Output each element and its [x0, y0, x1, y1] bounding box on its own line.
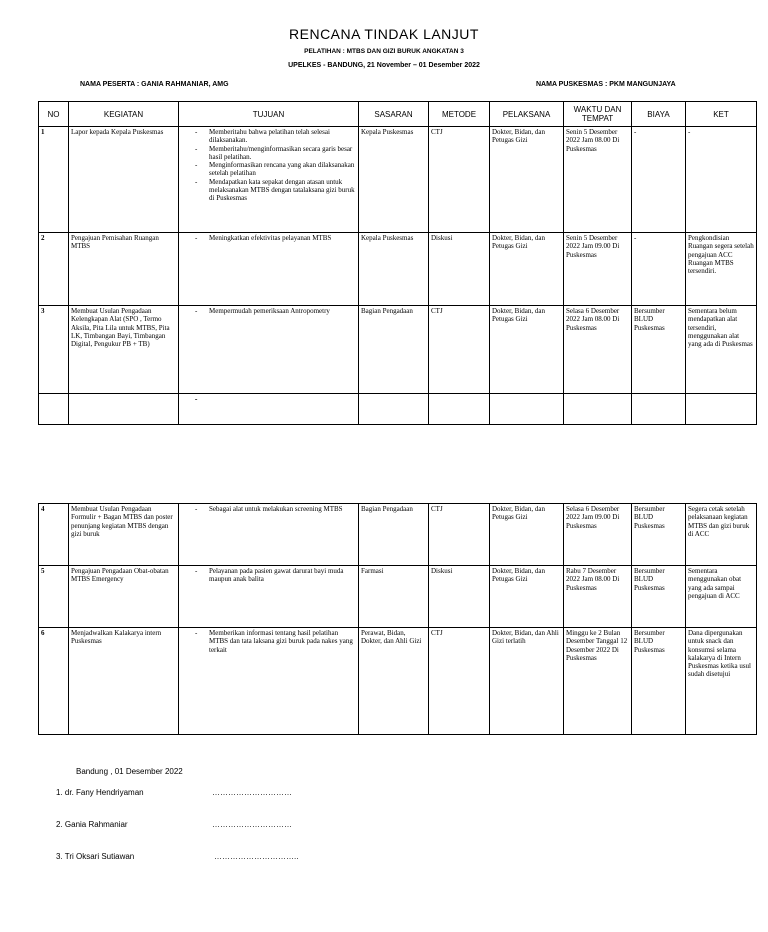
tujuan-item: - Pelayanan pada pasien gawat darurat bayi muda maupun anak balita: [181, 567, 356, 584]
row-tujuan: [179, 504, 359, 566]
signatory-name: 2. Gania Rahmaniar: [56, 820, 128, 829]
row-ket: Segera cetak setelah pelaksanaan kegiatan MTBS dan gizi buruk di ACC: [686, 504, 757, 566]
row-biaya: -: [632, 233, 686, 306]
col-header-waktu: WAKTU DAN TEMPAT: [564, 102, 632, 127]
row-biaya: Bersumber BLUD Puskesmas: [632, 566, 686, 628]
row-sasaran: Perawat, Bidan, Dokter, dan Ahli Gizi: [359, 628, 429, 735]
row-waktu: Rabu 7 Desember 2022 Jam 08.00 Di Puskesmas: [564, 566, 632, 628]
row-metode: CTJ: [429, 504, 490, 566]
row-waktu: [564, 394, 632, 425]
tujuan-item: - Menginformasikan rencana yang akan dilaksanakan setelah pelatihan: [181, 161, 356, 178]
row-pelaksana: Dokter, Bidan, dan Petugas Gizi: [490, 566, 564, 628]
row-no: 5: [39, 566, 69, 628]
row-no: 3: [39, 306, 69, 394]
row-waktu: Senin 5 Desember 2022 Jam 08.00 Di Puskesmas: [564, 127, 632, 233]
row-biaya: Bersumber BLUD Puskesmas: [632, 628, 686, 735]
row-sasaran: [359, 394, 429, 425]
row-sasaran: Kepala Puskesmas: [359, 233, 429, 306]
row-biaya: Bersumber BLUD Puskesmas: [632, 306, 686, 394]
row-tujuan: [179, 233, 359, 306]
row-kegiatan: [69, 394, 179, 425]
row-pelaksana: Dokter, Bidan, dan Petugas Gizi: [490, 127, 564, 233]
row-no: 1: [39, 127, 69, 233]
tujuan-item: - Memberitahu bahwa pelatihan telah selesai dilaksanakan.: [181, 128, 356, 145]
tujuan-item: - Sebagai alat untuk melakukan screening MTBS: [181, 505, 356, 513]
row-ket: [686, 394, 757, 425]
action-plan-table-part1: [38, 101, 757, 425]
row-ket: Pengkondisian Ruangan segera setelah pengajuan ACC Ruangan MTBS tersendiri.: [686, 233, 757, 306]
training-location-date: UPELKES - BANDUNG, 21 November – 01 Desember 2022: [288, 62, 480, 69]
row-no: 4: [39, 504, 69, 566]
table-row: [39, 233, 757, 306]
row-ket: Dana dipergunakan untuk snack dan konsumsi selama kalakarya di Intern Puskesmas ketika usul sudah disetujui: [686, 628, 757, 735]
row-no: [39, 394, 69, 425]
row-metode: CTJ: [429, 127, 490, 233]
signature-line: …………………………: [212, 820, 292, 829]
training-subtitle: PELATIHAN : MTBS DAN GIZI BURUK ANGKATAN 3: [304, 48, 464, 55]
row-ket: -: [686, 127, 757, 233]
row-metode: Diskusi: [429, 233, 490, 306]
row-metode: [429, 394, 490, 425]
signatory-name: 1. dr. Fany Hendriyaman: [56, 788, 144, 797]
col-header-pelaksana: PELAKSANA: [490, 102, 564, 127]
row-metode: CTJ: [429, 306, 490, 394]
document-title: RENCANA TINDAK LANJUT: [289, 26, 479, 42]
row-biaya: -: [632, 127, 686, 233]
table-row: [39, 628, 757, 735]
tujuan-item: - Meningkatkan efektivitas pelayanan MTBS: [181, 234, 356, 242]
row-tujuan: [179, 394, 359, 425]
action-plan-table-part2: [38, 503, 757, 735]
col-header-sasaran: SASARAN: [359, 102, 429, 127]
row-kegiatan: Pengajuan Pengadaan Obat-obatan MTBS Emergency: [69, 566, 179, 628]
row-pelaksana: Dokter, Bidan, dan Ahli Gizi terlatih: [490, 628, 564, 735]
place-date-text: Bandung , 01 Desember 2022: [76, 767, 183, 776]
col-header-biaya: BIAYA: [632, 102, 686, 127]
row-waktu: Senin 5 Desember 2022 Jam 09.00 Di Puskesmas: [564, 233, 632, 306]
table-row: [39, 306, 757, 394]
signature-line: …………………………..: [214, 852, 299, 861]
row-no: 2: [39, 233, 69, 306]
tujuan-item: - Memberikan informasi tentang hasil pelatihan MTBS dan tata laksana gizi buruk pada nakes yang terkait: [181, 629, 356, 654]
col-header-ket: KET: [686, 102, 757, 127]
row-pelaksana: Dokter, Bidan, dan Petugas Gizi: [490, 504, 564, 566]
row-biaya: [632, 394, 686, 425]
table-row: [39, 127, 757, 233]
row-tujuan: [179, 566, 359, 628]
row-kegiatan: Lapor kepada Kepala Puskesmas: [69, 127, 179, 233]
row-kegiatan: Membuat Usulan Pengadaan Formulir + Bagan MTBS dan poster penunjang kegiatan MTBS dengan gizi buruk: [69, 504, 179, 566]
row-kegiatan: Membuat Usulan Pengadaan Kelengkapan Alat (SPO , Termo Aksila, Pita Lila untuk MTBS, Pita LK, Timbangan Bayi, Timbangan Digital, Pengukur PB + TB): [69, 306, 179, 394]
row-ket: Sementara menggunakan obat yang ada sampai pengajuan di ACC: [686, 566, 757, 628]
row-sasaran: Kepala Puskesmas: [359, 127, 429, 233]
row-sasaran: Bagian Pengadaan: [359, 504, 429, 566]
row-waktu: Minggu ke 2 Bulan Desember Tanggal 12 Desember 2022 Di Puskesmas: [564, 628, 632, 735]
participant-name: NAMA PESERTA : GANIA RAHMANIAR, AMG: [80, 81, 229, 88]
row-waktu: Selasa 6 Desember 2022 Jam 09.00 Di Puskesmas: [564, 504, 632, 566]
row-no: 6: [39, 628, 69, 735]
col-header-no: NO: [39, 102, 69, 127]
tujuan-item: - Mendapatkan kata sepakat dengan atasan untuk melaksanakan MTBS dengan tatalaksana gizi buruk di Puskesmas: [181, 178, 356, 203]
row-kegiatan: Menjadwalkan Kalakarya intern Puskesmas: [69, 628, 179, 735]
row-kegiatan: Pengajuan Pemisahan Ruangan MTBS: [69, 233, 179, 306]
tujuan-item: - Memberitahu/menginformasikan secara garis besar hasil pelatihan.: [181, 145, 356, 162]
col-header-kegiatan: KEGIATAN: [69, 102, 179, 127]
row-tujuan: [179, 127, 359, 233]
signature-line: …………………………: [212, 788, 292, 797]
table-row: [39, 394, 757, 425]
row-tujuan: [179, 306, 359, 394]
table-row: [39, 504, 757, 566]
row-biaya: Bersumber BLUD Puskesmas: [632, 504, 686, 566]
table-header-row: [39, 102, 757, 127]
row-pelaksana: Dokter, Bidan, dan Petugas Gizi: [490, 306, 564, 394]
row-metode: Diskusi: [429, 566, 490, 628]
row-waktu: Selasa 6 Desember 2022 Jam 08.00 Di Puskesmas: [564, 306, 632, 394]
row-ket: Sementara belum mendapatkan alat tersendiri, menggunakan alat yang ada di Puskesmas: [686, 306, 757, 394]
signatory-name: 3. Tri Oksari Sutiawan: [56, 852, 135, 861]
puskesmas-name: NAMA PUSKESMAS : PKM MANGUNJAYA: [536, 81, 676, 88]
table-row: [39, 566, 757, 628]
col-header-tujuan: TUJUAN: [179, 102, 359, 127]
row-metode: CTJ: [429, 628, 490, 735]
tujuan-item: - Mempermudah pemeriksaan Antropometry: [181, 307, 356, 315]
row-sasaran: Bagian Pengadaan: [359, 306, 429, 394]
row-sasaran: Farmasi: [359, 566, 429, 628]
row-tujuan: [179, 628, 359, 735]
row-pelaksana: Dokter, Bidan, dan Petugas Gizi: [490, 233, 564, 306]
col-header-metode: METODE: [429, 102, 490, 127]
row-pelaksana: [490, 394, 564, 425]
